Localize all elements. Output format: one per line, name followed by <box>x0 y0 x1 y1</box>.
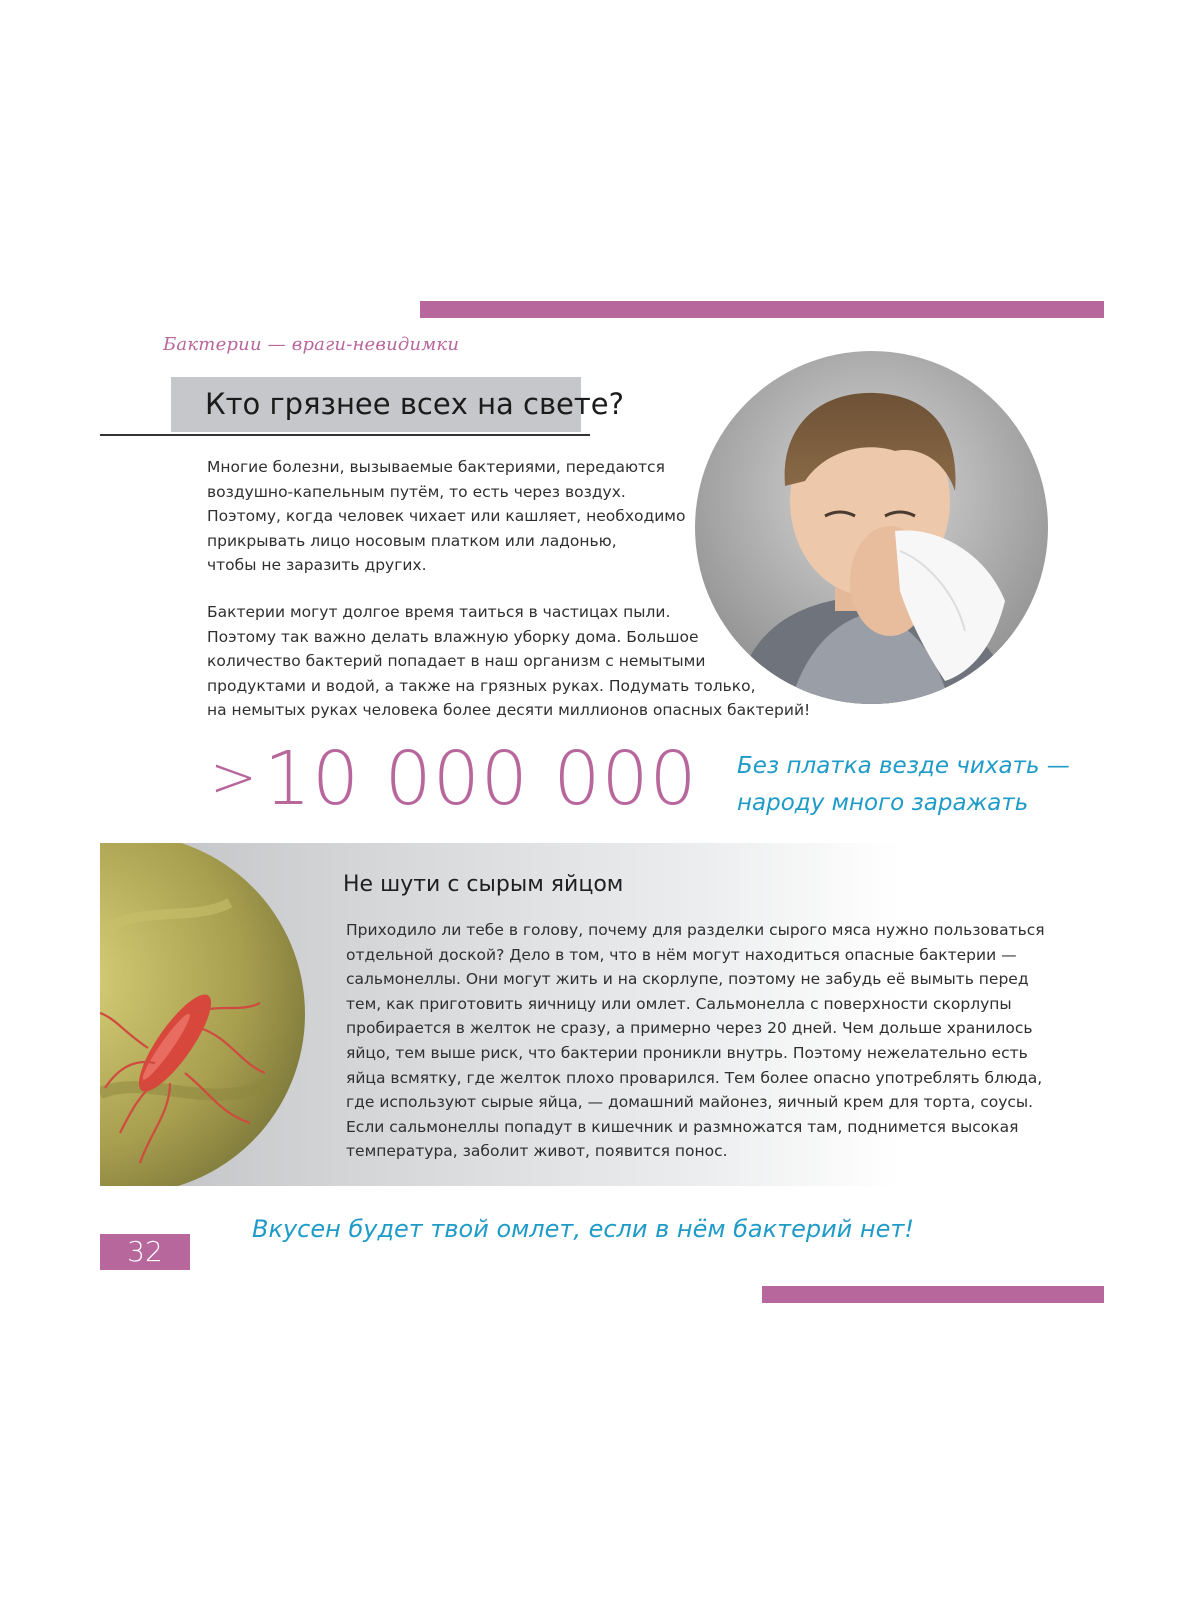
text-line: где используют сырые яйца, — домашний майонез, яичный крем для торта, соусы. <box>346 1093 1034 1112</box>
text-line: на немытых руках человека более десяти миллионов опасных бактерий! <box>207 701 811 720</box>
salmonella-illustration <box>100 843 305 1186</box>
omelet-saying: Вкусен будет твой омлет, если в нём бактерий нет! <box>252 1215 914 1243</box>
intro-paragraph-1 <box>207 455 685 578</box>
bottom-accent-bar <box>762 1286 1104 1303</box>
bacteria-count-stat <box>210 736 698 822</box>
text-line: прикрывать лицо носовым платком или ладонью, <box>207 531 617 550</box>
text-line: тем, как приготовить яичницу или омлет. Сальмонелла с поверхности скорлупы <box>346 994 1012 1013</box>
egg-section-paragraph <box>346 918 1045 1164</box>
text-line: отдельной доской? Дело в том, что в нём могут находиться опасные бактерии — <box>346 945 1017 964</box>
text-line: пробирается в желток не сразу, а примерно через 20 дней. Чем дольше хранилось <box>346 1019 1033 1038</box>
text-line: воздушно-капельным путём, то есть через воздух. <box>207 482 626 501</box>
egg-section-title: Не шути с сырым яйцом <box>343 872 624 897</box>
saying-line-1: Без платка везде чихать — <box>737 753 1070 779</box>
greater-than-symbol: > <box>210 745 258 810</box>
text-line: количество бактерий попадает в наш организм с немытыми <box>207 652 706 671</box>
text-line: Приходило ли тебе в голову, почему для разделки сырого мяса нужно пользоваться <box>346 921 1045 939</box>
section-label: Бактерии — враги-невидимки <box>163 334 460 355</box>
sneeze-saying <box>737 748 1070 822</box>
top-accent-bar <box>420 301 1104 318</box>
text-line: яйца всмятку, где желток плохо проварился. Тем более опасно употреблять блюда, <box>346 1068 1043 1087</box>
text-line: чтобы не заразить других. <box>207 556 427 575</box>
page-title: Кто грязнее всех на свете? <box>205 387 625 421</box>
stat-number: 10 000 000 <box>263 736 698 822</box>
sneezing-boy-photo <box>695 351 1048 704</box>
text-line: температура, заболит живот, появится понос. <box>346 1142 728 1161</box>
page-number: 32 <box>127 1235 163 1268</box>
text-line: продуктами и водой, а также на грязных руках. Подумать только, <box>207 676 756 695</box>
text-line: Бактерии могут долгое время таиться в частицах пыли. <box>207 603 671 621</box>
text-line: яйцо, тем выше риск, что бактерии проникли внутрь. Поэтому нежелательно есть <box>346 1043 1028 1062</box>
text-line: Поэтому, когда человек чихает или кашляет, необходимо <box>207 507 686 526</box>
title-underline <box>100 434 590 436</box>
text-line: Многие болезни, вызываемые бактериями, передаются <box>207 458 665 476</box>
text-line: Поэтому так важно делать влажную уборку дома. Большое <box>207 627 699 646</box>
saying-line-2: народу много заражать <box>737 790 1029 816</box>
text-line: сальмонеллы. Они могут жить и на скорлупе, поэтому не забудь её вымыть перед <box>346 970 1029 989</box>
text-line: Если сальмонеллы попадут в кишечник и размножатся там, поднимется высокая <box>346 1117 1019 1136</box>
